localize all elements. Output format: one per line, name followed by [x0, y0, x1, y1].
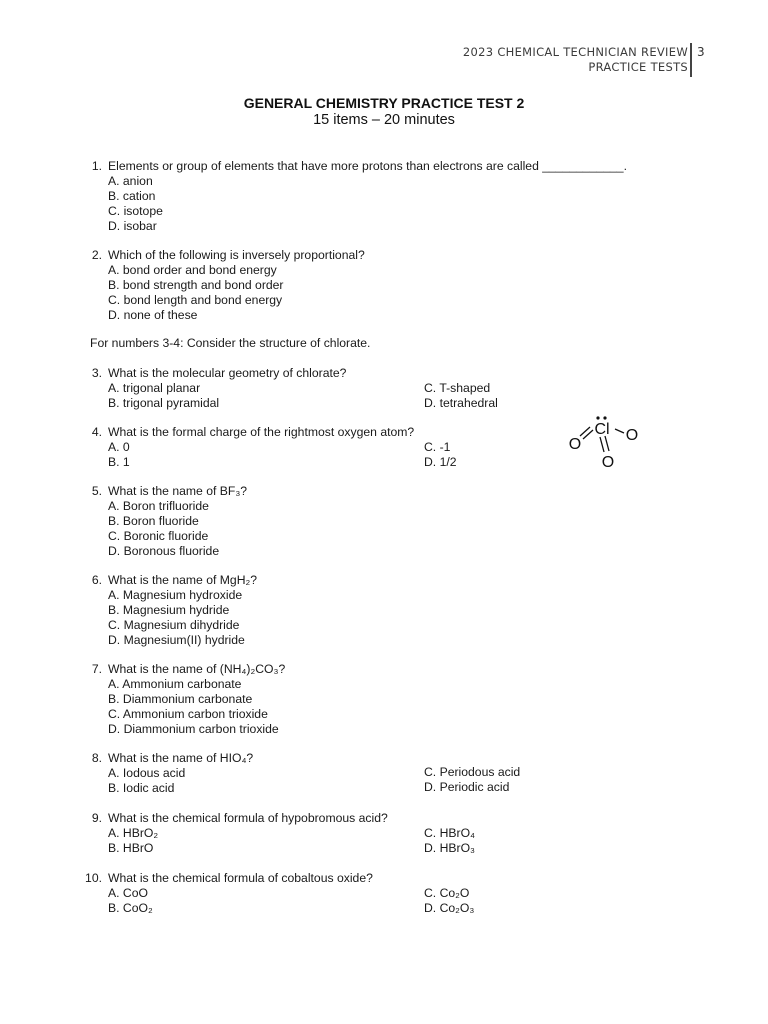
choice-b: B. HBrO: [108, 841, 154, 855]
choice-d: D. Magnesium(II) hydride: [108, 633, 245, 647]
section-note: For numbers 3-4: Consider the structure of chlorate.: [90, 336, 371, 350]
choice-b: B. bond strength and bond order: [108, 278, 284, 292]
choice-d: D. Boronous fluoride: [108, 544, 220, 558]
question-number: 4.: [91, 425, 102, 439]
question-number: 6.: [91, 573, 102, 587]
choice-a: A. Ammonium carbonate: [108, 677, 242, 691]
choice-d: D. tetrahedral: [424, 396, 498, 410]
choice-b: B. cation: [108, 189, 156, 203]
choice-a: A. anion: [108, 174, 153, 188]
question-text: What is the name of HIO₄?: [108, 751, 254, 765]
choice-b: B. CoO₂: [108, 901, 153, 915]
question-text: Elements or group of elements that have more protons than electrons are called ____________.: [108, 159, 627, 173]
choice-c: C. bond length and bond energy: [108, 293, 283, 307]
chlorate-structure-diagram: [560, 410, 670, 480]
choice-d: D. HBrO₃: [424, 841, 476, 855]
question-text: What is the formal charge of the rightmost oxygen atom?: [108, 425, 415, 439]
bond-line: [600, 437, 604, 452]
bond-line: [615, 429, 624, 433]
question-text: What is the name of BF₃?: [108, 484, 248, 498]
choice-b: B. Magnesium hydride: [108, 603, 230, 617]
test-title: GENERAL CHEMISTRY PRACTICE TEST 2: [243, 95, 525, 111]
choice-b: B. 1: [108, 455, 130, 469]
choice-a: A. Boron trifluoride: [108, 499, 209, 513]
choice-c: C. Ammonium carbon trioxide: [108, 707, 268, 721]
choice-d: D. none of these: [108, 308, 198, 322]
oxygen-atom-right: O: [625, 427, 639, 444]
page-number: 3: [697, 45, 705, 59]
choice-a: A. bond order and bond energy: [108, 263, 277, 277]
question-text: What is the name of MgH₂?: [108, 573, 258, 587]
question-number: 7.: [91, 662, 102, 676]
choice-d: D. Co₂O₃: [424, 901, 475, 915]
choice-d: D. Diammonium carbon trioxide: [108, 722, 279, 736]
header-title: 2023 CHEMICAL TECHNICIAN REVIEW: [462, 45, 688, 59]
question-number: 3.: [91, 366, 102, 380]
question-text: What is the chemical formula of cobaltous oxide?: [108, 871, 373, 885]
oxygen-atom-bottom: O: [601, 454, 615, 471]
question-number: 10.: [85, 871, 102, 885]
choice-a: A. CoO: [108, 886, 148, 900]
choice-a: A. 0: [108, 440, 130, 454]
question-number: 9.: [91, 811, 102, 825]
choice-c: C. -1: [424, 440, 451, 454]
choice-c: C. Periodous acid: [424, 765, 521, 779]
choice-b: B. Iodic acid: [108, 781, 175, 795]
question-text: Which of the following is inversely proportional?: [108, 248, 365, 262]
question-text: What is the name of (NH₄)₂CO₃?: [108, 662, 286, 676]
choice-a: A. Iodous acid: [108, 766, 186, 780]
header-subtitle: PRACTICE TESTS: [588, 60, 688, 74]
test-subtitle: 15 items – 20 minutes: [313, 112, 455, 128]
question-number: 5.: [91, 484, 102, 498]
lone-pair-dot: [596, 416, 599, 419]
question-number: 8.: [91, 751, 102, 765]
choice-b: B. trigonal pyramidal: [108, 396, 220, 410]
question-number: 2.: [91, 248, 102, 262]
lone-pair-dot: [603, 416, 606, 419]
chlorine-atom: Cl: [594, 421, 610, 438]
choice-c: C. Boronic fluoride: [108, 529, 209, 543]
choice-c: C. isotope: [108, 204, 163, 218]
question-text: What is the chemical formula of hypobromous acid?: [108, 811, 388, 825]
bond-line: [605, 436, 609, 451]
header-divider: [690, 43, 692, 77]
choice-c: C. Magnesium dihydride: [108, 618, 240, 632]
oxygen-atom-left: O: [568, 436, 582, 453]
running-header: [463, 45, 688, 75]
choice-a: A. Magnesium hydroxide: [108, 588, 243, 602]
choice-b: B. Diammonium carbonate: [108, 692, 253, 706]
question-text: What is the molecular geometry of chlorate?: [108, 366, 347, 380]
choice-d: D. isobar: [108, 219, 157, 233]
choice-a: A. HBrO₂: [108, 826, 159, 840]
choice-d: D. 1/2: [424, 455, 457, 469]
question-number: 1.: [91, 159, 102, 173]
choice-b: B. Boron fluoride: [108, 514, 199, 528]
choice-c: C. HBrO₄: [424, 826, 476, 840]
choice-c: C. T-shaped: [424, 381, 491, 395]
choice-c: C. Co₂O: [424, 886, 470, 900]
choice-a: A. trigonal planar: [108, 381, 201, 395]
choice-d: D. Periodic acid: [424, 780, 510, 794]
